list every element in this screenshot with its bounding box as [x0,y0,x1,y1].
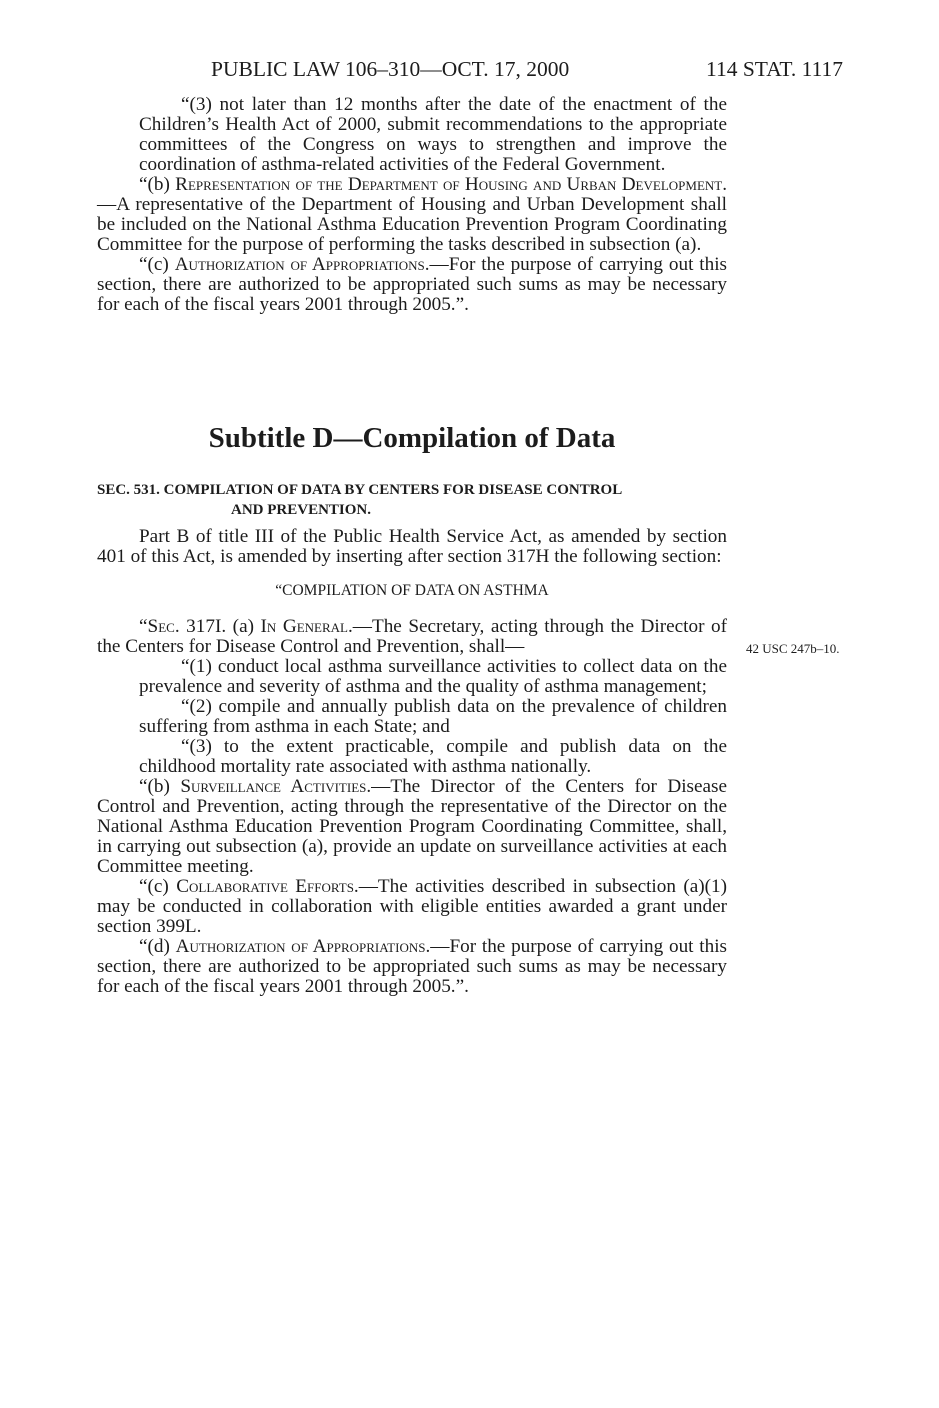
margin-citation-note: 42 USC 247b–10. [746,641,840,656]
prefix: “(b) [139,776,181,797]
paragraph-b-hud [97,175,727,255]
list-item: “(1) conduct local asthma surveillance activities to collect data on the prevalence and severity of asthma and the quality of asthma management; [139,656,727,697]
running-header-stat-page: 114 STAT. 1117 [706,57,844,81]
subtitle-heading: Subtitle D—Compilation of Data [208,422,616,454]
prefix: “(d) [139,936,176,957]
prefix: “ [139,616,148,637]
paragraph-c-appropriations [97,255,727,315]
subsection-heading: Authorization of Appropriations. [174,254,430,275]
subsection-text: —The Secretary, acting through the Director of the Centers for Disease Control and Prevention, shall— [97,616,727,657]
prefix: “(c) [139,254,175,275]
list-item: “(2) compile and annually publish data on the prevalence of children suffering from asthma in each State; and [139,696,727,737]
subsection-heading: Collaborative Efforts. [176,876,359,897]
subsection-a [97,617,727,657]
top-section [97,95,727,315]
subsection-heading: Authorization of Appropriations. [175,936,431,957]
section-heading [97,480,737,520]
subsection-text: —The Director of the Centers for Disease Control and Prevention, acting through the representative of the Director on the National Asthma Education Prevention Program Coordinating Committee, shall, in carrying out subsection (a), provide an update on surveillance activities at each Committee meeting. [97,776,728,877]
running-header-law: PUBLIC LAW 106–310—OCT. 17, 2000 [211,57,570,81]
section-body [97,527,727,997]
prefix: “(c) [139,876,177,897]
subsection-heading: Representation of the Department of Housing and Urban Development. [175,174,728,195]
subsection-heading: Surveillance Activities. [180,776,372,797]
subsection-heading: In General. [260,616,353,637]
subsection-text: —For the purpose of carrying out this section, there are authorized to be appropriated such sums as may be necessary for each of the fiscal years 2001 through 2005.”. [97,254,727,315]
sec-label: Sec. [147,616,180,637]
section-intro: Part B of title III of the Public Health Service Act, as amended by section 401 of this Act, is amended by inserting after section 317H the following section: [97,526,727,567]
section-heading-line2: AND PREVENTION. [231,502,372,518]
subsection-text: —For the purpose of carrying out this section, there are authorized to be appropriated such sums as may be necessary for each of the fiscal years 2001 through 2005.”. [97,936,727,997]
paragraph-item-3: “(3) not later than 12 months after the date of the enactment of the Children’s Health Act of 2000, submit recommendations to the appropriate committees of the Congress on ways to strengthen and improve the coordination of asthma-related activities of the Federal Government. [139,94,727,175]
subsection-text: —A representative of the Department of Housing and Urban Development shall be included on the National Asthma Education Prevention Program Coordinating Committee for the purpose of performing the tasks described in subsection (a). [97,194,727,255]
subsection-d [97,937,727,997]
section-heading-line1: SEC. 531. COMPILATION OF DATA BY CENTERS FOR DISEASE CONTROL [97,482,623,498]
prefix: “(b) [139,174,176,195]
subsection-text: —The activities described in subsection (a)(1) may be conducted in collaboration with eligible entities awarded a grant under section 399L. [97,876,727,937]
subsection-b [97,777,727,877]
sec-number: 317I. (a) [179,616,261,637]
inserted-section-title: “COMPILATION OF DATA ON ASTHMA [275,582,549,599]
list-item: “(3) to the extent practicable, compile and publish data on the childhood mortality rate associated with asthma nationally. [139,736,727,777]
subsection-c [97,877,727,937]
